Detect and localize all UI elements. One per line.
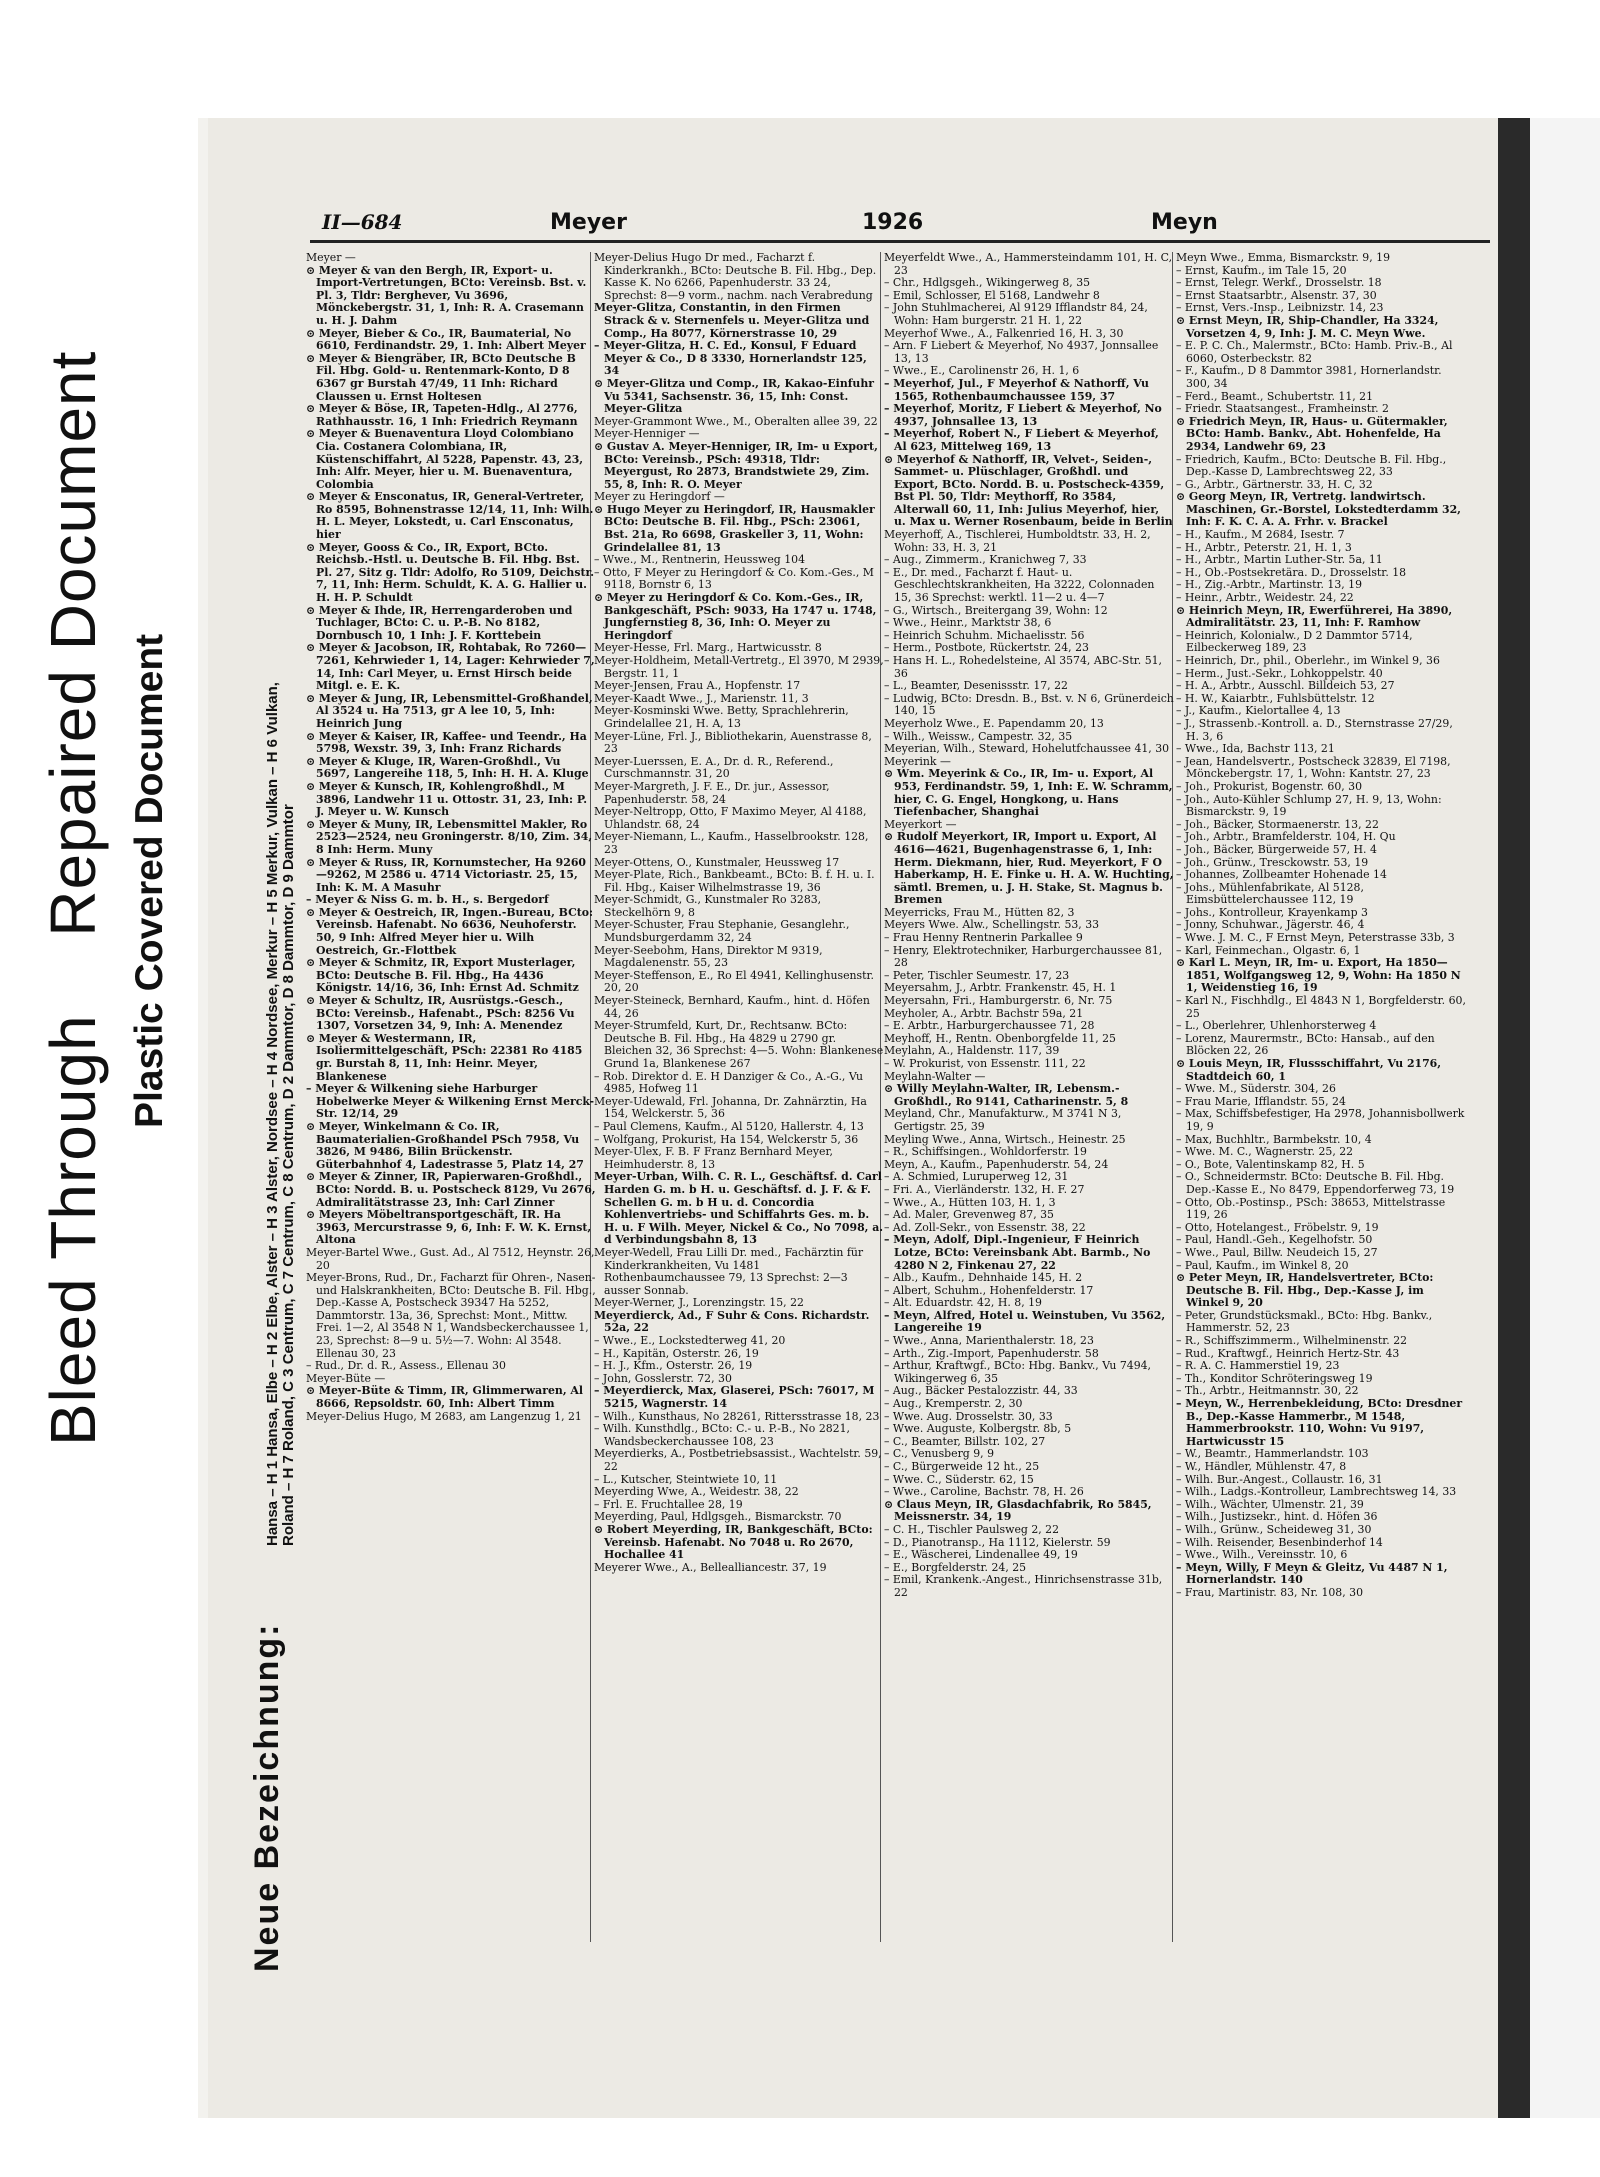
directory-entry: Meylahn-Walter —: [884, 1069, 986, 1083]
directory-entry: – Wwe. M. C., Wagnerstr. 25, 22: [1176, 1145, 1354, 1159]
directory-entry: – Max, Schiffsbefestiger, Ha 2978, Johannisbollwerk 19, 9: [1176, 1107, 1465, 1133]
directory-entry: – E., Dr. med., Facharzt f. Haut- u. Geschlechtskrankheiten, Ha 3222, Colonnaden 15, 36 Sprechst: werktl. 11—2 u. 4—7: [884, 565, 1155, 605]
directory-entry: ⊙ Meyer & Kunsch, IR, Kohlengroßhdl., M 3896, Landwehr 11 u. Ottostr. 31, 23, Inh: P. J. Meyer u. W. Kunsch: [306, 779, 588, 819]
directory-entry: Meyerdierks, A., Postbetriebsassist., Wachtelstr. 59, 22: [594, 1447, 882, 1473]
page-number: II—684: [322, 210, 403, 234]
directory-entry: – Wwe. Auguste, Kolbergstr. 8b, 5: [884, 1422, 1072, 1436]
directory-entry: ⊙ Meyer, Gooss & Co., IR, Export, BCto. Reichsb.-Hstl. u. Deutsche B. Fil. Hbg. Bst. Pl. 27, Sitz g. Tldr: Adolfo, Ro 5109, Deichstr. 7, 11, Inh: Herm. Schuldt, K. A. G. Hallier u. H. H. P. Schuldt: [306, 540, 595, 605]
directory-entry: – H., Zig.-Arbtr., Martinstr. 13, 19: [1176, 578, 1363, 592]
directory-entry: – Jonny, Schuhwar., Jägerstr. 46, 4: [1176, 918, 1365, 932]
directory-entry: – Frl. E. Fruchtallee 28, 19: [594, 1497, 743, 1511]
directory-entry: – Karl, Feinmechan., Olgastr. 6, 1: [1176, 943, 1361, 957]
directory-entry: ⊙ Meyer & van den Bergh, IR, Export- u. Import-Vertretungen, BCto: Vereinsb. Bst. v. Pl. 3, Tldr: Berghever, Vu 3696, Mönckebergstr. 31, 1, Inh: R. A. Crasemann u. H. J. Dahm: [306, 263, 587, 327]
directory-entry: – Rob. Direktor d. E. H Danziger & Co., A.-G., Vu 4985, Hofweg 11: [594, 1069, 864, 1096]
directory-entry: ⊙ Willy Meylahn-Walter, IR, Lebensm.-Großhdl., Ro 9141, Catharinenstr. 5, 8: [884, 1082, 1129, 1108]
directory-entry: Meyer-Wedell, Frau Lilli Dr. med., Fachärztin für Kinderkrankheiten, Vu 1481 Rothenbaumchaussee 79, 13 Sprechst: 2—3 ausser Sonnab.: [594, 1245, 864, 1297]
directory-entry: – Heinr., Arbtr., Weidestr. 24, 22: [1176, 591, 1354, 605]
column-4: [1176, 252, 1466, 1952]
header-rule: [310, 240, 1490, 243]
directory-entry: – Peter, Tischler Seumestr. 17, 23: [884, 968, 1070, 982]
directory-entry: Meyer-Brons, Rud., Dr., Facharzt für Ohren-, Nasen- und Halskrankheiten, BCto: Deutsche B. Fil. Hbg., Dep.-Kasse A, Postscheck 39347 Ha 5252, Dammtorstr. 13a, 36, Sprechst: Mont., Mittw. Frei. 1—2, Al 3548 N 1, Wandsbeckerchaussee 1, 23, Sprechst: 8—9 u. 5½—7. Wohn: Al 3548. Ellenau 30, 23: [306, 1271, 596, 1360]
directory-entry: Meyerholz Wwe., E. Papendamm 20, 13: [884, 716, 1104, 730]
directory-entry: – Friedrich, Kaufm., BCto: Deutsche B. Fil. Hbg., Dep.-Kasse D, Lambrechtsweg 22, 33: [1176, 452, 1447, 479]
directory-entry: – F., Kaufm., D 8 Dammtor 3981, Hornerlandstr. 300, 34: [1176, 364, 1442, 390]
directory-entry: – Wolfgang, Prokurist, Ha 154, Welckerstr 5, 36: [594, 1132, 859, 1146]
directory-entry: – Frau, Martinistr. 83, Nr. 108, 30: [1176, 1585, 1364, 1599]
directory-entry: ⊙ Peter Meyn, IR, Handelsvertreter, BCto: Deutsche B. Fil. Hbg., Dep.-Kasse J, im Winkel 9, 20: [1176, 1271, 1434, 1310]
directory-entry: – Frau Marie, Ifflandstr. 55, 24: [1176, 1094, 1346, 1108]
directory-entry: Meyer-Urban, Wilh. C. R. L., Geschäftsf. d. Carl Harden G. m. b H. u. Geschäftsf. d. J. F. & F. Schellen G. m. b H u. d. Concordia Kohlenvertriebs- und Schiffahrts Ges. m. b. H. u. F Wilh. Meyer, Nickel & Co., No 7098, a. d Verbindungsbahn 8, 13: [594, 1170, 884, 1247]
directory-entry: – C., Bürgerweide 12 ht., 25: [884, 1460, 1040, 1473]
directory-entry: Meyer-Niemann, L., Kaufm., Hasselbrookstr. 128, 23: [594, 830, 869, 856]
directory-entry: – Max, Buchhltr., Barmbekstr. 10, 4: [1176, 1132, 1372, 1146]
directory-entry: – Hans H. L., Rohedelsteine, Al 3574, ABC-Str. 51, 36: [884, 654, 1163, 680]
directory-entry: – Johs., Kontrolleur, Krayenkamp 3: [1176, 905, 1368, 919]
directory-entry: – Paul Clemens, Kaufm., Al 5120, Hallerstr. 4, 13: [594, 1119, 864, 1133]
directory-entry: – L., Oberlehrer, Uhlenhorsterweg 4: [1176, 1019, 1377, 1033]
directory-entry: – Wilh. Bur.-Angest., Collaustr. 16, 31: [1176, 1472, 1383, 1486]
directory-entry: – Ad. Maler, Grevenweg 87, 35: [884, 1208, 1054, 1222]
directory-entry: – H. W., Kaiarbtr., Fuhlsbüttelstr. 12: [1176, 691, 1375, 705]
directory-entry: – Wwe. Aug. Drosselstr. 30, 33: [884, 1409, 1053, 1423]
directory-entry: Meyer-Henniger —: [594, 427, 700, 441]
directory-entry: – Heinrich, Kolonialw., D 2 Dammtor 5714, Eilbeckerweg 189, 23: [1176, 628, 1413, 655]
directory-entry: Meyer-Neltropp, Otto, F Maximo Meyer, Al 4188, Uhlandstr. 68, 24: [594, 805, 867, 831]
directory-entry: Meyer-Steffenson, E., Ro El 4941, Kellinghusenstr. 20, 20: [594, 968, 874, 995]
directory-entry: ⊙ Meyer & Ensconatus, IR, General-Vertreter, Ro 8595, Bohnenstrasse 12/14, 11, Inh: Wilh. H. L. Meyer, Lokstedt, u. Carl Ensconatus, hier: [306, 490, 594, 542]
directory-entry: ⊙ Meyer, Bieber & Co., IR, Baumaterial, No 6610, Ferdinandstr. 29, 1. Inh: Albert Meyer: [306, 326, 586, 353]
sidebar-line-1: Hansa – H 1 Hansa, Elbe – H 2 Elbe, Alster – H 3 Alster, Nordsee – H 4 Nordsee, Merkur – H 5 Merkur, Vulkan – H 6 Vulkan,: [264, 682, 281, 1546]
directory-entry: – Wilh., Grünw., Scheideweg 31, 30: [1176, 1522, 1372, 1536]
directory-entry: Meyer-Udewald, Frl. Johanna, Dr. Zahnärztin, Ha 154, Welckerstr. 5, 36: [594, 1094, 867, 1121]
directory-entry: Meyerkort —: [884, 817, 957, 831]
directory-entry: ⊙ Meyer & Zinner, IR, Papierwaren-Großhdl., BCto: Nordd. B. u. Postscheck 8129, Vu 2676, Admiralitätstrasse 23, Inh: Carl Zinner: [306, 1170, 596, 1209]
directory-entry: – Johannes, Zollbeamter Hohenade 14: [1176, 868, 1387, 882]
directory-entry: – W., Händler, Mühlenstr. 47, 8: [1176, 1460, 1347, 1473]
directory-entry: ⊙ Meyer & Biengräber, IR, BCto Deutsche B Fil. Hbg. Gold- u. Rentenmark-Konto, D 8 6367 gr Burstah 47/49, 11 Inh: Richard Claussen u. Ernst Holtesen: [306, 351, 576, 403]
directory-entry: – Friedr. Staatsangest., Framheinstr. 2: [1176, 402, 1389, 416]
directory-entry: – H. A., Arbtr., Ausschl. Billdeich 53, 27: [1176, 679, 1395, 693]
directory-entry: – Ernst, Vers.-Insp., Leibnizstr. 14, 23: [1176, 301, 1384, 315]
directory-entry: – O., Schneidermstr. BCto: Deutsche B. Fil. Hbg. Dep.-Kasse E., No 8479, Eppendorferweg 73, 19: [1176, 1170, 1455, 1196]
directory-entry: – A. Schmied, Luruperweg 12, 31: [884, 1170, 1069, 1184]
directory-entry: – Karl N., Fischhdlg., El 4843 N 1, Borgfelderstr. 60, 25: [1176, 994, 1466, 1020]
directory-entry: – Meyn, Alfred, Hotel u. Weinstuben, Vu 3562, Langereihe 19: [884, 1308, 1166, 1335]
directory-entry: – Ludwig, BCto: Dresdn. B., Bst. v. N 6, Grünerdeich 140, 15: [884, 691, 1174, 718]
directory-entry: Meyerricks, Frau M., Hütten 82, 3: [884, 905, 1075, 919]
directory-entry: ⊙ Meyer, Winkelmann & Co. IR, Baumaterialien-Großhandel PSch 7958, Vu 3826, M 9486, Bilin Brückenstr. Güterbahnhof 4, Ladestrasse 5, Platz 14, 27: [306, 1119, 584, 1171]
directory-entry: ⊙ Meyerhof & Nathorff, IR, Velvet-, Seiden-, Sammet- u. Plüschlager, Großhdl. und Export, BCto. Nordd. B. u. Postscheck-4359, Bst Pl. 50, Tldr: Meythorff, Ro 3584, Alterwall 60, 11, Inh: Julius Meyerhof, hier, u. Max u. Werner Rosenbaum, beide in Berlin: [884, 452, 1173, 529]
directory-entry: – Otto, Ob.-Postinsp., PSch: 38653, Mittelstrasse 119, 26: [1176, 1195, 1446, 1222]
directory-entry: Meyling Wwe., Anna, Wirtsch., Heinestr. 25: [884, 1132, 1126, 1146]
scan-margin: [1530, 118, 1600, 2118]
directory-entry: – Wilh., Weissw., Campestr. 32, 35: [884, 729, 1073, 743]
directory-entry: Meyer-Margreth, J. F. E., Dr. jur., Assessor, Papenhuderstr. 58, 24: [594, 779, 830, 806]
directory-entry: – Wwe., A., Hütten 103, H. 1, 3: [884, 1195, 1056, 1209]
directory-entry: – Joh., Grünw., Tresckowstr. 53, 19: [1176, 855, 1369, 869]
directory-entry: Meyerian, Wilh., Steward, Hohelutfchaussee 41, 30: [884, 742, 1170, 756]
directory-entry: Meyn Wwe., Emma, Bismarckstr. 9, 19: [1176, 252, 1390, 264]
directory-entry: ⊙ Meyer & Ihde, IR, Herrengarderoben und Tuchlager, BCto: C. u. P.-B. No 8182, Dornbusch 10, 1 Inh: J. F. Korttebein: [306, 603, 573, 642]
directory-entry: – Joh., Prokurist, Bogenstr. 60, 30: [1176, 779, 1363, 793]
directory-entry: – Ernst, Telegr. Werkf., Drosselstr. 18: [1176, 276, 1382, 290]
directory-entry: – Jean, Handelsvertr., Postscheck 32839, El 7198, Mönckebergstr. 17, 1, Wohn: Kantstr. 27, 23: [1176, 754, 1451, 781]
directory-entry: Meyer-Ottens, O., Kunstmaler, Heussweg 17: [594, 855, 840, 869]
sidebar-heading: Neue Bezeichnung:: [248, 1622, 286, 1972]
directory-entry: – Wwe., Anna, Marienthalerstr. 18, 23: [884, 1334, 1094, 1348]
directory-entry: ⊙ Meyer-Glitza und Comp., IR, Kakao-Einfuhr Vu 5341, Sachsenstr. 36, 15, Inh: Const. Meyer-Glitza: [594, 376, 874, 416]
directory-entry: – R. A. C. Hammerstiel 19, 23: [1176, 1359, 1340, 1373]
directory-entry: ⊙ Wm. Meyerink & Co., IR, Im- u. Export, Al 953, Ferdinandstr. 59, 1, Inh: E. W. Schramm, hier, C. G. Engel, Hongkong, u. Hans Tiefenbacher, Shanghai: [884, 767, 1173, 819]
directory-entry: – H., Kapitän, Osterstr. 26, 19: [594, 1346, 759, 1360]
directory-entry: – Joh., Bäcker, Bürgerweide 57, H. 4: [1176, 842, 1377, 856]
directory-entry: – Albert, Schuhm., Hohenfelderstr. 17: [884, 1283, 1094, 1297]
directory-entry: – Meyerhof, Jul., F Meyerhof & Nathorff, Vu 1565, Rothenbaumchaussee 159, 37: [884, 376, 1149, 403]
directory-entry: – E., Wäscherei, Lindenallee 49, 19: [884, 1548, 1078, 1562]
directory-entry: – Wilh., Justizsekr., hint. d. Höfen 36: [1176, 1510, 1378, 1524]
directory-entry: – W., Beamtr., Hammerlandstr. 103: [1176, 1447, 1369, 1461]
directory-entry: – Alt. Eduardstr. 42, H. 8, 19: [884, 1296, 1042, 1310]
directory-entry: – H., Ob.-Postsekretära. D., Drosselstr. 18: [1176, 565, 1407, 579]
scan-edge: [1498, 118, 1530, 2118]
directory-entry: ⊙ Meyer & Buenaventura Lloyd Colombiano Cia. Costanera Colombiana, IR, Küstenschiffahrt, Al 5228, Papenstr. 43, 23, Inh: Alfr. Meyer, hier u. M. Buenaventura, Colombia: [306, 427, 584, 491]
directory-entry: – Wwe., Heinr., Marktstr 38, 6: [884, 616, 1052, 630]
directory-entry: – Rud., Dr. d. R., Assess., Ellenau 30: [306, 1359, 506, 1373]
directory-entry: Meyers Wwe. Alw., Schellingstr. 53, 33: [884, 918, 1100, 932]
directory-entry: – Wwe., E., Carolinenstr 26, H. 1, 6: [884, 364, 1080, 378]
directory-entry: – G., Arbtr., Gärtnerstr. 33, H. C, 32: [1176, 477, 1373, 491]
directory-entry: – L., Beamter, Desenissstr. 17, 22: [884, 679, 1068, 693]
directory-entry: Meyer zu Heringdorf —: [594, 490, 725, 504]
directory-entry: Meyerfeldt Wwe., A., Hammersteindamm 101, H. C, 23: [884, 252, 1173, 277]
directory-entry: Meyer-Ulex, F. B. F Franz Bernhard Meyer, Heimhuderstr. 8, 13: [594, 1145, 833, 1171]
directory-entry: Meyerdierck, Ad., F Suhr & Cons. Richardstr. 52a, 22: [594, 1308, 870, 1335]
column-1: [306, 252, 596, 1952]
directory-entry: – Wwe., Caroline, Bachstr. 78, H. 26: [884, 1485, 1084, 1499]
directory-entry: – Wwe. J. M. C., F Ernst Meyn, Peterstrasse 33b, 3: [1176, 931, 1455, 945]
directory-entry: – H., Arbtr., Peterstr. 21, H. 1, 3: [1176, 540, 1352, 554]
directory-entry: – Wilh., Ladgs.-Kontrolleur, Lambrechtsweg 14, 33: [1176, 1485, 1457, 1499]
directory-entry: – Fri. A., Vierländerstr. 132, H. F. 27: [884, 1182, 1085, 1196]
directory-entry: – Wwe., Wilh., Vereinsstr. 10, 6: [1176, 1548, 1348, 1562]
directory-entry: – Meyerdierck, Max, Glaserei, PSch: 76017, M 5215, Wagnerstr. 14: [594, 1384, 875, 1411]
directory-entry: Meyn, A., Kaufm., Papenhuderstr. 54, 24: [884, 1157, 1109, 1171]
directory-entry: – Chr., Hdlgsgeh., Wikingerweg 8, 35: [884, 276, 1091, 290]
directory-entry: – H. J., Kfm., Osterstr. 26, 19: [594, 1359, 753, 1373]
directory-entry: – Meyerhof, Moritz, F Liebert & Meyerhof, No 4937, Johnsallee 13, 13: [884, 402, 1162, 428]
directory-entry: – Frau Henny Rentnerin Parkallee 9: [884, 931, 1083, 945]
directory-entry: ⊙ Louis Meyn, IR, Flussschiffahrt, Vu 2176, Stadtdeich 60, 1: [1176, 1057, 1442, 1083]
directory-entry: Meyerding, Paul, Hdlgsgeh., Bismarckstr. 70: [594, 1510, 842, 1524]
directory-entry: – Ernst, Kaufm., im Tale 15, 20: [1176, 263, 1347, 277]
directory-entry: – C., Beamter, Billstr. 102, 27: [884, 1434, 1046, 1448]
directory-entry: Meyersahm, J., Arbtr. Frankenstr. 45, H. 1: [884, 981, 1117, 995]
directory-entry: ⊙ Meyer & Schmitz, IR, Export Musterlager, BCto: Deutsche B. Fil. Hbg., Ha 4436 Königstr. 14/16, 36, Inh: Ernst Ad. Schmitz: [306, 956, 579, 995]
column-2: [594, 252, 884, 1952]
directory-entry: – Meyn, W., Herrenbekleidung, BCto: Dresdner B., Dep.-Kasse Hammerbr., M 1548, Hammerbrookstr. 110, Wohn: Vu 9197, Hartwicusstr 15: [1176, 1397, 1463, 1448]
directory-entry: – Joh., Auto-Kühler Schlump 27, H. 9, 13, Wohn: Bismarckstr. 9, 19: [1176, 792, 1442, 819]
directory-entry: – Meyer & Wilkening siehe Harburger Hobelwerke Meyer & Wilkening Ernst Merck-Str. 12/14, 29: [306, 1082, 594, 1121]
directory-entry: ⊙ Heinrich Meyn, IR, Ewerführerei, Ha 3890, Admiralitätstr. 23, 11, Inh: F. Ramhow: [1176, 603, 1453, 630]
directory-entry: Meyer-Büte —: [306, 1371, 386, 1385]
directory-entry: – E. Arbtr., Harburgerchaussee 71, 28: [884, 1019, 1095, 1033]
directory-entry: – Joh., Arbtr., Bramfelderstr. 104, H. Qu: [1176, 830, 1396, 844]
directory-entry: – Th., Arbtr., Heitmannstr. 30, 22: [1176, 1384, 1359, 1398]
directory-entry: – Heinrich Schuhm. Michaelisstr. 56: [884, 628, 1085, 642]
directory-entry: ⊙ Robert Meyerding, IR, Bankgeschäft, BCto: Vereinsb. Hafenabt. No 7048 u. Ro 2670, Hochallee 41: [594, 1522, 873, 1562]
directory-entry: – Wilh. Kunsthdlg., BCto: C.- u. P.-B., No 2821, Wandsbeckerchaussee 108, 23: [594, 1422, 850, 1448]
directory-entry: – Alb., Kaufm., Dehnhaide 145, H. 2: [884, 1271, 1083, 1285]
directory-entry: Meyer-Grammont Wwe., M., Oberalten allee 39, 22: [594, 414, 878, 428]
stamp-bleed-through: [36, 351, 110, 1446]
directory-entry: – Otto, Hotelangest., Fröbelstr. 9, 19: [1176, 1220, 1379, 1234]
directory-entry: – Emil, Krankenk.-Angest., Hinrichsenstrasse 31b, 22: [884, 1573, 1163, 1599]
directory-entry: ⊙ Meyer & Jacobson, IR, Rohtabak, Ro 7260—7261, Kehrwieder 1, 14, Lager: Kehrwieder 7, 14, Inh: Carl Meyer, u. Ernst Hirsch beide Mitgl. e. E. K.: [306, 641, 595, 693]
directory-entry: ⊙ Meyer & Kluge, IR, Waren-Großhdl., Vu 5697, Langereihe 118, 5, Inh: H. H. A. Kluge: [306, 754, 589, 781]
sidebar-line-2: Roland – H 7 Roland, C 3 Centrum, C 7 Centrum, C 8 Centrum, D 2 Dammtor, D 8 Dammtor, D 9 Dammtor: [280, 804, 297, 1546]
directory-entry: Meyer-Bartel Wwe., Gust. Ad., Al 7512, Heynstr. 26, 20: [306, 1245, 595, 1272]
directory-entry: ⊙ Friedrich Meyn, IR, Haus- u. Gütermakler, BCto: Hamb. Bankv., Abt. Hohenfelde, Ha 2934, Landwehr 69, 23: [1176, 414, 1448, 453]
directory-entry: – Paul, Kaufm., im Winkel 8, 20: [1176, 1258, 1349, 1272]
directory-entry: – Johs., Mühlenfabrikate, Al 5128, Eimsbüttelerchaussee 112, 19: [1176, 880, 1364, 907]
directory-entry: ⊙ Meyer & Westermann, IR, Isoliermittelgeschäft, PSch: 22381 Ro 4185 gr. Burstah 8, 11, Inh: Heinr. Meyer, Blankenese: [306, 1031, 583, 1083]
directory-entry: – Wilh., Kunsthaus, No 28261, Rittersstrasse 18, 23: [594, 1409, 880, 1423]
directory-entry: ⊙ Rudolf Meyerkort, IR, Import u. Export, Al 4616—4621, Bugenhagenstrasse 6, 1, Inh: Herm. Diekmann, hier, Rud. Meyerkort, F O Haberkamp, H. E. Finke u. H. A. W. Huchting, sämtl. Bremen, u. J. H. Stake, St. Magnus b. Bremen: [884, 830, 1174, 907]
directory-entry: ⊙ Meyer zu Heringdorf & Co. Kom.-Ges., IR, Bankgeschäft, PSch: 9033, Ha 1747 u. 1748, Jungfernstieg 8, 36, Inh: O. Meyer zu Heringdorf: [594, 591, 877, 642]
directory-entry: ⊙ Karl L. Meyn, IR, Im- u. Export, Ha 1850—1851, Wolfgangsweg 12, 9, Wohn: Ha 1850 N 1, Weidenstieg 16, 19: [1176, 956, 1461, 995]
directory-entry: – Wilh., Wächter, Ulmenstr. 21, 39: [1176, 1497, 1364, 1511]
directory-entry: – H., Kaufm., M 2684, Isestr. 7: [1176, 528, 1345, 542]
directory-entry: ⊙ Meyers Möbeltransportgeschäft, IR. Ha 3963, Mercurstrasse 9, 6, Inh: F. W. K. Ernst, Altona: [306, 1208, 592, 1247]
directory-entry: ⊙ Meyer & Russ, IR, Kornumstecher, Ha 9260—9262, M 2586 u. 4714 Victoriastr. 25, 15, Inh: K. M. A Masuhr: [306, 855, 586, 894]
directory-entry: – Ernst Staatsarbtr., Alsenstr. 37, 30: [1176, 288, 1377, 302]
directory-entry: Meyer —: [306, 252, 356, 264]
column-3: [884, 252, 1174, 1952]
directory-entry: ⊙ Meyer & Jung, IR, Lebensmittel-Großhandel, Al 3524 u. Ha 7513, gr A lee 10, 5, Inh: Heinrich Jung: [306, 691, 593, 730]
directory-entry: – Aug., Kremperstr. 2, 30: [884, 1397, 1023, 1411]
directory-entry: – Ferd., Beamt., Schubertstr. 11, 21: [1176, 389, 1374, 403]
directory-entry: – Arn. F Liebert & Meyerhof, No 4937, Jonnsallee 13, 13: [884, 339, 1159, 365]
directory-entry: ⊙ Gustav A. Meyer-Henniger, IR, Im- u Export, BCto: Vereinsb., PSch: 49318, Tldr: Meyergust, Ro 2873, Brandstwiete 29, Zim. 55, 8, Inh: R. O. Meyer: [594, 439, 878, 491]
directory-entry: ⊙ Meyer & Kaiser, IR, Kaffee- und Teendr., Ha 5798, Wexstr. 39, 3, Inh: Franz Richards: [306, 729, 587, 756]
directory-entry: Meylahn, A., Haldenstr. 117, 39: [884, 1044, 1060, 1058]
directory-entry: Meyer-Delius Hugo, M 2683, am Langenzug 1, 21: [306, 1409, 582, 1423]
directory-entry: Meyer-Plate, Rich., Bankbeamt., BCto: B. f. H. u. I. Fil. Hbg., Kaiser Wilhelmstrasse 19, 36: [594, 868, 875, 894]
directory-entry: – Arthur, Kraftwgf., BCto: Hbg. Bankv., Vu 7494, Wikingerweg 6, 35: [884, 1359, 1152, 1385]
directory-entry: ⊙ Georg Meyn, IR, Vertretg. landwirtsch. Maschinen, Gr.-Borstel, Lokstedterdamm 32, Inh: F. K. C. A. A. Frhr. v. Brackel: [1176, 490, 1461, 529]
directory-entry: Meyland, Chr., Manufakturw., M 3741 N 3, Gertigstr. 25, 39: [884, 1107, 1122, 1133]
directory-entry: – E. P. C. Ch., Malermstr., BCto: Hamb. Priv.-B., Al 6060, Osterbeckstr. 82: [1176, 339, 1453, 365]
directory-entry: – D., Pianotransp., Ha 1112, Kielerstr. 59: [884, 1535, 1111, 1549]
directory-entry: – Meyer-Glitza, H. C. Ed., Konsul, F Eduard Meyer & Co., D 8 3330, Hornerlandstr 125, 34: [594, 339, 867, 378]
directory-entry: – Herm., Just.-Sekr., Lohkoppelstr. 40: [1176, 666, 1383, 680]
directory-entry: ⊙ Meyer & Schultz, IR, Ausrüstgs.-Gesch., BCto: Vereinsb., Hafenabt., PSch: 8256 Vu 1307, Vorsetzen 34, 9, Inh: A. Menendez: [306, 994, 575, 1033]
directory-entry: – R., Schiffszimmerm., Wilhelminenstr. 22: [1176, 1334, 1408, 1348]
directory-entry: Meyholer, A., Arbtr. Bachstr 59a, 21: [884, 1006, 1084, 1020]
directory-entry: – Herm., Postbote, Rückertstr. 24, 23: [884, 641, 1089, 655]
directory-entry: Meyersahn, Fri., Hamburgerstr. 6, Nr. 75: [884, 994, 1113, 1008]
directory-entry: – Meyn, Adolf, Dipl.-Ingenieur, F Heinrich Lotze, BCto: Vereinsbank Abt. Barmb., No 4280 N 2, Finkenau 27, 22: [884, 1233, 1151, 1272]
directory-entry: Meyerding Wwe, A., Weidestr. 38, 22: [594, 1485, 799, 1499]
directory-entry: Meyer-Lüne, Frl. J., Bibliothekarin, Auenstrasse 8, 23: [594, 729, 872, 756]
directory-entry: Meyer-Holdheim, Metall-Vertretg., El 3970, M 2939, Bergstr. 11, 1: [594, 654, 884, 680]
directory-entry: ⊙ Meyer & Muny, IR, Lebensmittel Makler, Ro 2523—2524, neu Groningerstr. 8/10, Zim. 34, 8 Inh: Herm. Muny: [306, 817, 593, 856]
directory-entry: Meyerhoff, A., Tischlerei, Humboldtstr. 33, H. 2, Wohn: 33, H. 3, 21: [884, 528, 1151, 554]
directory-entry: – W. Prokurist, von Essenstr. 111, 22: [884, 1057, 1086, 1070]
header-right-word: Meyn: [1151, 210, 1218, 235]
directory-entry: – R., Schiffsingen., Wohldorferstr. 19: [884, 1145, 1087, 1159]
directory-entry: Meyer-Jensen, Frau A., Hopfenstr. 17: [594, 679, 801, 693]
directory-entry: Meyer-Glitza, Constantin, in den Firmen Strack & v. Sternenfels u. Meyer-Glitza und Comp., Ha 8077, Körnerstrasse 10, 29: [594, 301, 870, 340]
directory-entry: – O., Bote, Valentinskamp 82, H. 5: [1176, 1157, 1365, 1171]
directory-entry: – Emil, Schlosser, El 5168, Landwehr 8: [884, 288, 1100, 302]
directory-entry: – Meyerhof, Robert N., F Liebert & Meyerhof, Al 623, Mittelweg 169, 13: [884, 427, 1159, 453]
stamp-text-repaired: Repaired Document: [37, 350, 109, 937]
directory-entry: – G., Wirtsch., Breitergang 39, Wohn: 12: [884, 603, 1108, 617]
directory-entry: – Wilh. Reisender, Besenbinderhof 14: [1176, 1535, 1383, 1549]
header-year: 1926: [862, 210, 924, 235]
directory-entry: Meyer-Werner, J., Lorenzingstr. 15, 22: [594, 1296, 804, 1310]
directory-entry: – Joh., Bäcker, Stormaenerstr. 13, 22: [1176, 817, 1379, 831]
directory-entry: – Paul, Handl.-Geh., Kegelhofstr. 50: [1176, 1233, 1373, 1247]
directory-entry: Meyer-Steineck, Bernhard, Kaufm., hint. d. Höfen 44, 26: [594, 994, 870, 1020]
directory-entry: – Wwe., E., Lockstedterweg 41, 20: [594, 1334, 786, 1348]
directory-entry: – Aug., Bäcker Pestalozzistr. 44, 33: [884, 1384, 1078, 1398]
directory-entry: – Heinrich, Dr., phil., Oberlehr., im Winkel 9, 36: [1176, 654, 1440, 667]
directory-entry: – Meyer & Niss G. m. b. H., s. Bergedorf: [306, 893, 549, 907]
directory-entry: – Otto, F Meyer zu Heringdorf & Co. Kom.-Ges., M 9118, Bornstr 6, 13: [594, 565, 874, 592]
directory-entry: – Rud., Kraftwgf., Heinrich Hertz-Str. 43: [1176, 1346, 1400, 1360]
directory-entry: – Wwe., Paul, Billw. Neudeich 15, 27: [1176, 1245, 1378, 1259]
directory-entry: – John, Gosslerstr. 72, 30: [594, 1371, 732, 1385]
directory-entry: – L., Kutscher, Steintwiete 10, 11: [594, 1472, 778, 1486]
directory-entry: – Aug., Zimmerm., Kranichweg 7, 33: [884, 553, 1087, 567]
directory-entry: Meyer-Schmidt, G., Kunstmaler Ro 3283, Steckelhörn 9, 8: [594, 893, 822, 919]
directory-entry: ⊙ Ernst Meyn, IR, Ship-Chandler, Ha 3324, Vorsetzen 4, 9, Inh: J. M. C. Meyn Wwe.: [1176, 313, 1439, 340]
directory-entry: ⊙ Hugo Meyer zu Heringdorf, IR, Hausmakler BCto: Deutsche B. Fil. Hbg., PSch: 23061, Bst. 21a, Ro 6698, Graskeller 3, 11, Wohn: Grindelallee 81, 13: [594, 502, 875, 554]
directory-entry: – Lorenz, Maurermstr., BCto: Hansab., auf den Blöcken 22, 26: [1176, 1031, 1435, 1058]
directory-entry: Meyerer Wwe., A., Bellealliancestr. 37, 19: [594, 1560, 827, 1574]
directory-entry: – Wwe., Ida, Bachstr 113, 21: [1176, 742, 1335, 756]
directory-entry: – Meyn, Willy, F Meyn & Gleitz, Vu 4487 N 1, Hornerlandstr. 140: [1176, 1560, 1448, 1587]
directory-entry: Meyerhof Wwe., A., Falkenried 16, H. 3, 30: [884, 326, 1124, 340]
directory-entry: – E., Borgfelderstr. 24, 25: [884, 1560, 1027, 1574]
directory-entry: – John Stuhlmacherei, Al 9129 Ifflandstr 84, 24, Wohn: Ham burgerstr. 21 H. 1, 22: [884, 301, 1148, 327]
header-left-word: Meyer: [550, 210, 627, 235]
directory-entry: – Wwe. C., Süderstr. 62, 15: [884, 1472, 1034, 1486]
directory-entry: ⊙ Claus Meyn, IR, Glasdachfabrik, Ro 5845, Meissnerstr. 34, 19: [884, 1497, 1152, 1524]
directory-entry: ⊙ Meyer & Böse, IR, Tapeten-Hdlg., Al 2776, Rathhausstr. 16, 1 Inh: Friedrich Reymann: [306, 402, 578, 428]
directory-entry: – H., Arbtr., Martin Luther-Str. 5a, 11: [1176, 553, 1383, 567]
directory-entry: Meyhoff, H., Rentn. Obenborgfelde 11, 25: [884, 1031, 1116, 1045]
directory-entry: – Peter, Grundstücksmakl., BCto: Hbg. Bankv., Hammerstr. 52, 23: [1176, 1308, 1433, 1335]
directory-entry: – J., Kaufm., Kielortallee 4, 13: [1176, 704, 1341, 718]
directory-entry: – C. H., Tischler Paulsweg 2, 22: [884, 1522, 1060, 1536]
stamp-plastic-covered: Plastic Covered Document: [128, 633, 171, 1128]
directory-entry: – Th., Konditor Schröteringsweg 19: [1176, 1371, 1373, 1385]
stamp-text-bleed: Bleed Through: [37, 1014, 109, 1446]
directory-entry: Meyer-Kosminski Wwe. Betty, Sprachlehrerin, Grindelallee 21, H. A, 13: [594, 704, 849, 730]
directory-entry: Meyer-Hesse, Frl. Marg., Hartwicusstr. 8: [594, 641, 822, 655]
directory-entry: Meyer-Strumfeld, Kurt, Dr., Rechtsanw. BCto: Deutsche B. Fil. Hbg., Ha 4829 u 2790 gr. Bleichen 32, 36 Sprechst: 4—5. Wohn: Blankenese Grund 1a, Blankenese 267: [594, 1019, 884, 1070]
directory-entry: – J., Strassenb.-Kontroll. a. D., Sternstrasse 27/29, H. 3, 6: [1176, 716, 1453, 743]
directory-entry: Meyer-Kaadt Wwe., J., Marienstr. 11, 3: [594, 691, 809, 705]
directory-entry: Meyer-Schuster, Frau Stephanie, Gesanglehr., Mundsburgerdamm 32, 24: [594, 918, 850, 945]
directory-entry: – C., Venusberg 9, 9: [884, 1447, 995, 1461]
directory-entry: – Wwe., M., Rentnerin, Heussweg 104: [594, 553, 806, 567]
directory-entry: – Henry, Elektrotechniker, Harburgerchaussee 81, 28: [884, 943, 1163, 970]
directory-entry: – Arth., Zig.-Import, Papenhuderstr. 58: [884, 1346, 1099, 1360]
directory-entry: – Wwe. M., Süderstr. 304, 26: [1176, 1082, 1336, 1096]
directory-entry: Meyer-Seebohm, Hans, Direktor M 9319, Magdalenenstr. 55, 23: [594, 943, 823, 970]
directory-entry: ⊙ Meyer-Büte & Timm, IR, Glimmerwaren, Al 8666, Repsoldstr. 60, Inh: Albert Timm: [306, 1384, 583, 1411]
directory-entry: Meyer-Delius Hugo Dr med., Facharzt f. Kinderkrankh., BCto: Deutsche B. Fil. Hbg., Dep. Kasse K. No 6266, Papenhuderstr. 33 24, Sprechst: 8—9 vorm., nachm. nach Verabredung: [594, 252, 877, 302]
directory-entry: – Ad. Zoll-Sekr., von Essenstr. 38, 22: [884, 1220, 1086, 1234]
directory-entry: Meyerink —: [884, 754, 951, 768]
directory-entry: Meyer-Luerssen, E. A., Dr. d. R., Referend., Curschmannstr. 31, 20: [594, 754, 834, 781]
directory-entry: ⊙ Meyer & Oestreich, IR, Ingen.-Bureau, BCto: Vereinsb. Hafenabt. No 6636, Neuhoferstr. 50, 9 Inh: Alfred Meyer hier u. Wilh Oestreich, Gr.-Flottbek: [306, 905, 594, 957]
